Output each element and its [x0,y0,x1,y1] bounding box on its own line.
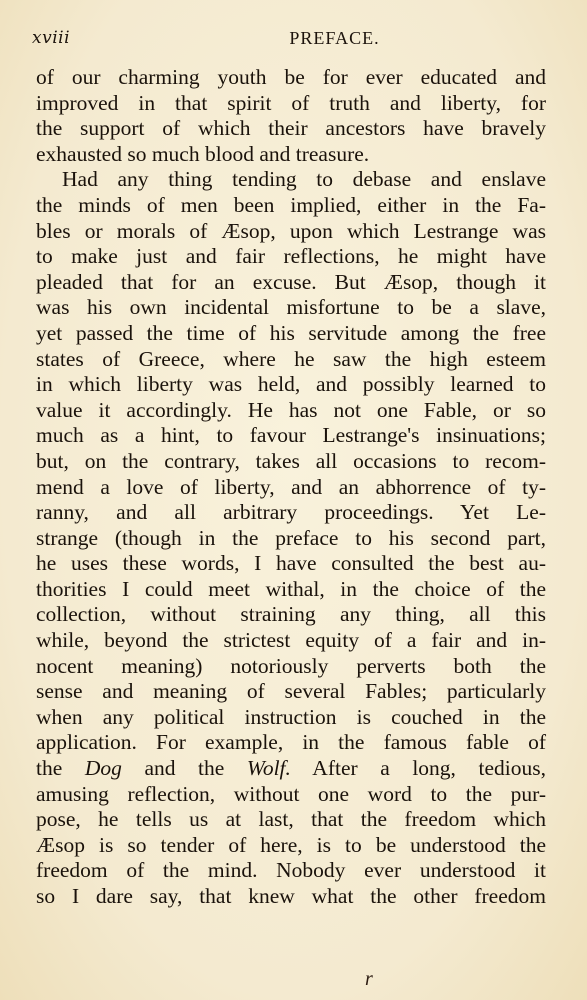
text-line [36,65,546,91]
paragraph [36,167,546,909]
text-line [36,398,546,424]
page-header [32,26,542,50]
text-line [36,295,546,321]
text-segment: strange (though in the preface to his second part, [36,525,546,550]
text-segment: After a long, tedious, [290,756,546,781]
text-line [36,372,546,398]
italic-text: Dog [84,756,122,781]
text-line [36,270,546,296]
text-segment: pose, he tells us at last, that the freedom which [36,807,546,832]
text-line [36,475,546,501]
text-segment: nocent meaning) notoriously perverts both the [36,653,546,678]
text-segment: to make just and fair reflections, he might have [36,244,546,269]
page-number: xviii [32,28,71,48]
text-line [36,500,546,526]
text-segment: in which liberty was held, and possibly learned to [36,372,546,397]
text-line [36,449,546,475]
text-segment: yet passed the time of his servitude among the free [36,320,546,345]
text-line [36,167,546,193]
text-segment: sense and meaning of several Fables; particularly [36,679,546,704]
text-segment: so I dare say, that knew what the other freedom [36,884,546,908]
italic-text: Wolf. [246,756,291,781]
text-line [36,858,546,884]
text-line [36,628,546,654]
text-line [36,219,546,245]
text-segment: the [36,756,85,781]
text-line [36,756,546,782]
text-segment: he uses these words, I have consulted the best au- [36,551,546,576]
text-line [36,782,546,808]
text-segment: of our charming youth be for ever educated and [36,65,546,89]
ink-mark: r [365,968,373,990]
text-line [36,833,546,859]
text-segment: when any political instruction is couched in the [36,704,546,729]
text-line [36,526,546,552]
text-line [36,577,546,603]
running-head: PREFACE. [289,28,380,48]
text-line [36,142,546,168]
text-line [36,730,546,756]
text-segment: and the [121,756,247,781]
text-segment: collection, without straining any thing, all this [36,602,546,627]
body-text [36,65,546,910]
text-line [36,193,546,219]
text-line [36,91,546,117]
text-segment: improved in that spirit of truth and liberty, for [36,90,546,115]
text-line [36,602,546,628]
text-segment: amusing reflection, without one word to the pur- [36,781,546,806]
text-segment: Æsop is so tender of here, is to be understood the [36,832,546,857]
text-segment: much as a hint, to favour Lestrange's insinuations; [36,423,546,448]
text-line [36,551,546,577]
text-segment: the support of which their ancestors have bravely [36,116,546,141]
text-segment: while, beyond the strictest equity of a fair and in- [36,628,546,653]
text-segment: the minds of men been implied, either in the Fa- [36,192,546,217]
text-line [36,116,546,142]
text-segment: states of Greece, where he saw the high esteem [36,346,546,371]
text-segment: Had any thing tending to debase and enslave [62,167,546,192]
text-line [36,884,546,910]
text-segment: exhausted so much blood and treasure. [36,141,370,166]
text-line [36,705,546,731]
text-line [36,423,546,449]
text-line [36,244,546,270]
paragraph [36,65,546,167]
text-line [36,679,546,705]
text-segment: value it accordingly. He has not one Fable, or so [36,397,546,422]
text-line [36,807,546,833]
text-segment: ranny, and all arbitrary proceedings. Yet Le- [36,500,546,525]
text-segment: application. For example, in the famous fable of [36,730,546,755]
text-line [36,347,546,373]
text-segment: thorities I could meet withal, in the choice of the [36,576,546,601]
text-segment: pleaded that for an excuse. But Æsop, though it [36,269,546,294]
text-segment: freedom of the mind. Nobody ever understood it [36,858,546,883]
text-line [36,654,546,680]
text-line [36,321,546,347]
text-segment: was his own incidental misfortune to be a slave, [36,295,546,320]
text-segment: bles or morals of Æsop, upon which Lestrange was [36,218,546,243]
text-segment: but, on the contrary, takes all occasions to recom- [36,448,546,473]
text-segment: mend a love of liberty, and an abhorrence of ty- [36,474,546,499]
